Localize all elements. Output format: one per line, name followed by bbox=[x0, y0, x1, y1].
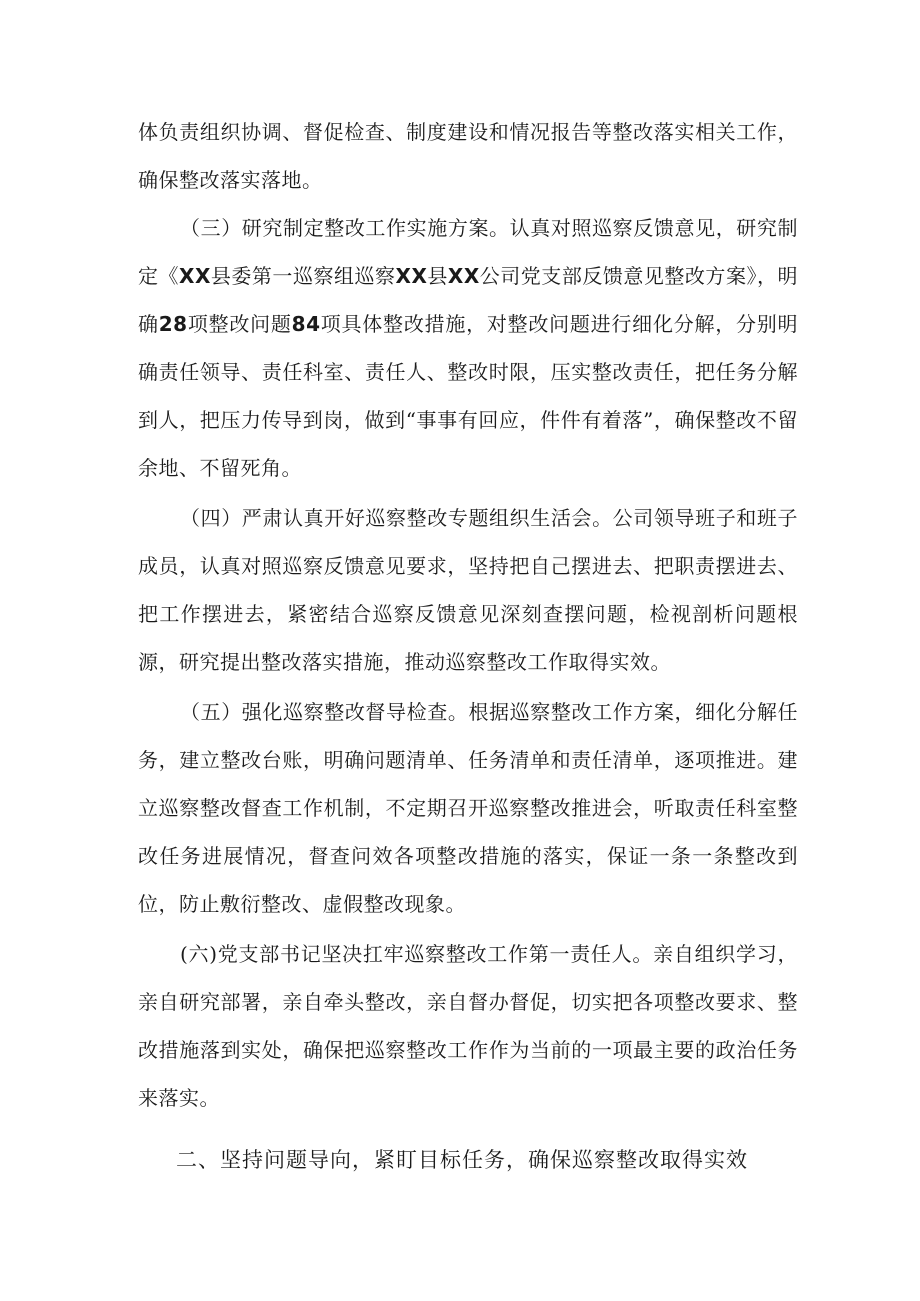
placeholder-xx-2: XX bbox=[395, 264, 428, 288]
count-28: 28 bbox=[158, 312, 188, 336]
text-run: 项整改问题 bbox=[187, 312, 292, 336]
section-heading-2: 二、坚持问题导向，紧盯目标任务，确保巡察整改取得实效 bbox=[176, 1148, 748, 1172]
text-run: （三）研究制定整改工作实施方案。认真对照巡察反馈意见，研究制定《 bbox=[138, 216, 798, 288]
text-run: 项具体整改措施，对整改问题进行细化分解，分别明确责任领导、责任科室、责任人、整改时限，压实整改责任，把任务分解到人，把压力传导到岗，做到“事事有回应，件件有着落”，确保整改不留余地、不留死角。 bbox=[138, 312, 799, 480]
placeholder-xx-3: XX bbox=[447, 264, 480, 288]
text-run: 公司党支部反馈意见整改方案》，明确 bbox=[138, 264, 798, 336]
paragraph-continuation: 体负责组织协调、督促检查、制度建设和情况报告等整改落实相关工作，确保整改落实落地。 bbox=[138, 120, 798, 192]
text-run: 县 bbox=[427, 264, 448, 288]
paragraph-section-4: （四）严肃认真开好巡察整改专题组织生活会。公司领导班子和班子成员，认真对照巡察反馈意见要求，坚持把自己摆进去、把职责摆进去、把工作摆进去，紧密结合巡察反馈意见深刻查摆问题，检视剖析问题根源，研究提出整改落实措施，推动巡察整改工作取得实效。 bbox=[138, 506, 798, 674]
paragraph-section-5: （五）强化巡察整改督导检查。根据巡察整改工作方案，细化分解任务，建立整改台账，明确问题清单、任务清单和责任清单，逐项推进。建立巡察整改督查工作机制，不定期召开巡察整改推进会，听取责任科室整改任务进展情况，督查问效各项整改措施的落实，保证一条一条整改到位，防止敷衍整改、虚假整改现象。 bbox=[138, 700, 798, 916]
placeholder-xx-1: XX bbox=[179, 264, 211, 288]
paragraph-section-3 bbox=[138, 204, 798, 492]
count-84: 84 bbox=[291, 312, 321, 336]
text-run: 县委第一巡察组巡察 bbox=[210, 264, 396, 288]
paragraph-section-6: (六)党支部书记坚决扛牢巡察整改工作第一责任人。亲自组织学习，亲自研究部署，亲自牵头整改，亲自督办督促，切实把各项整改要求、整改措施落到实处，确保把巡察整改工作作为当前的一项最主要的政治任务来落实。 bbox=[138, 942, 798, 1110]
